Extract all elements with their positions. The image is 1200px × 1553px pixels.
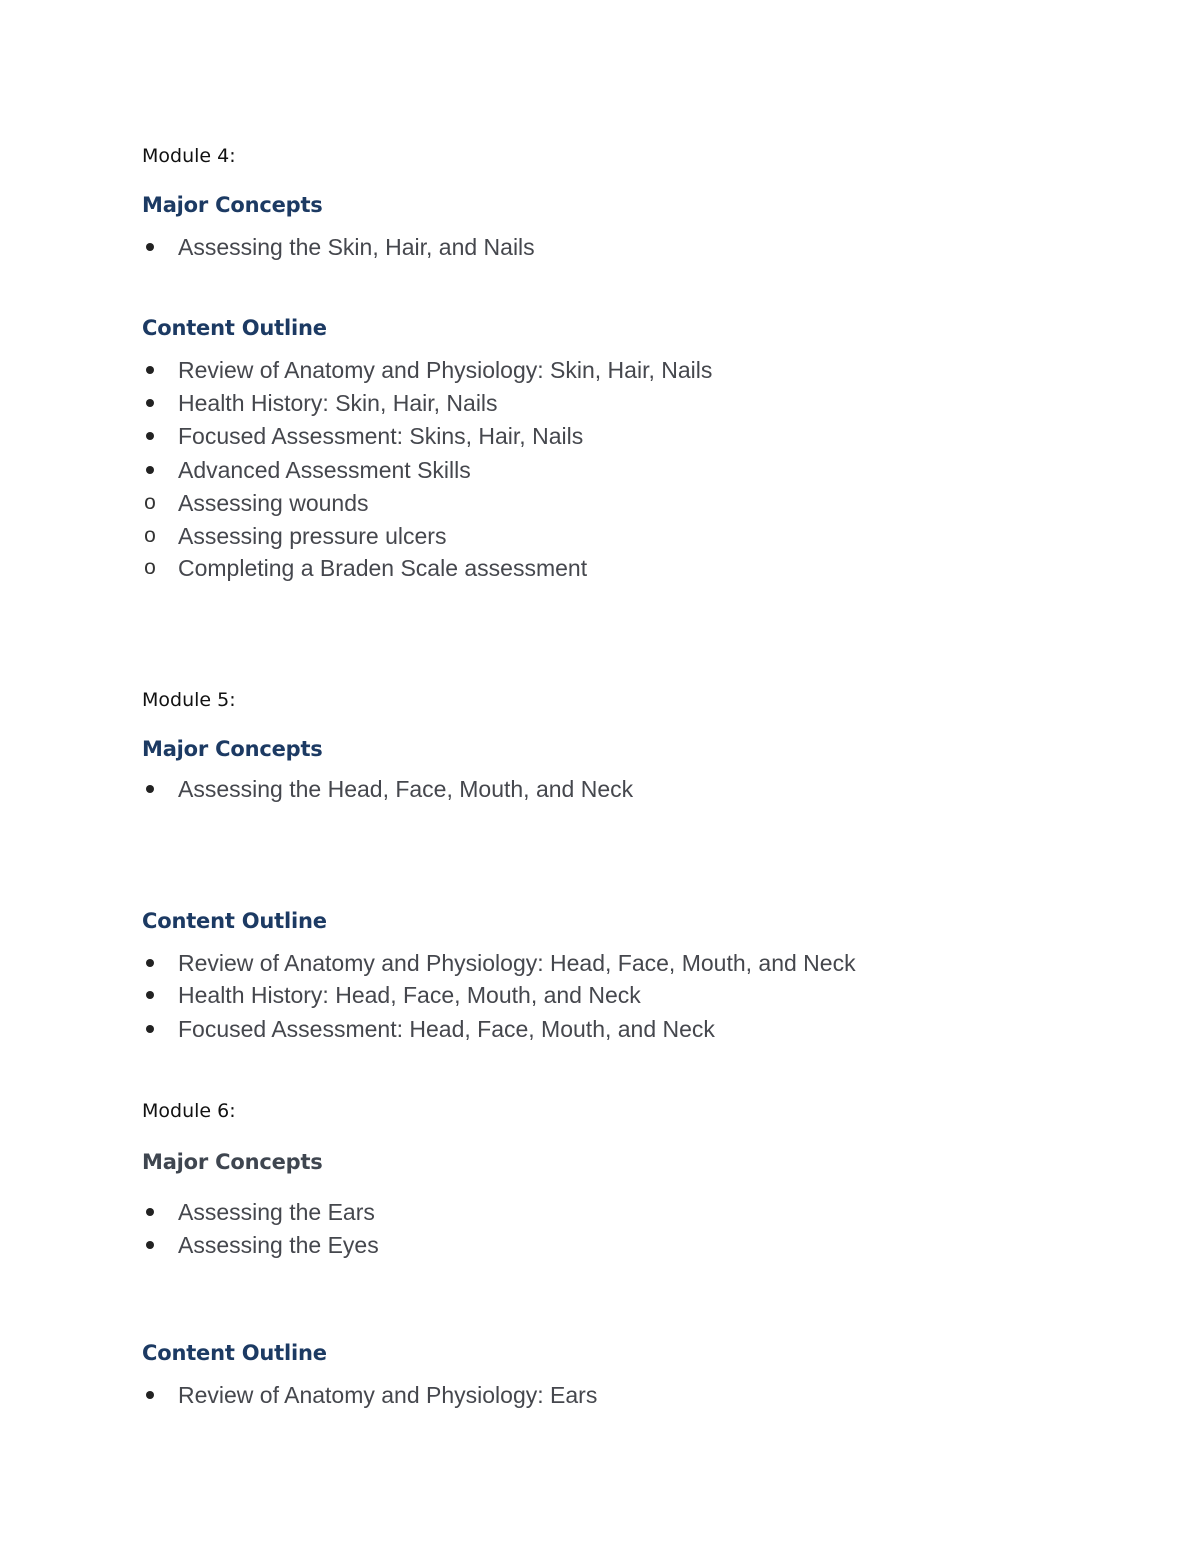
module-5-content-outline-heading: Content Outline [142, 909, 327, 933]
module-6-content-outline-heading: Content Outline [142, 1341, 327, 1365]
module-6-title: Module 6: [142, 1100, 236, 1122]
module-5-title: Module 5: [142, 689, 236, 711]
bullet-circle-icon: o [144, 556, 156, 579]
module-4-content-outline-heading: Content Outline [142, 316, 327, 340]
bullet-circle-icon: o [144, 524, 156, 547]
module-4-major-concepts-heading: Major Concepts [142, 193, 323, 217]
module-5-major-concepts-heading: Major Concepts [142, 737, 323, 761]
document-page: Module 4: Major Concepts Assessing the Skin, Hair, and Nails Content Outline Review of Anatomy and Physiology: Skin, Hair, Nails Health History: Skin, Hair, Nails Focused Assessment: Skins, Hair, Nails Advanced Assessment Skills o Assessing wounds o Assessing pressure ulcers o Completing a Braden Scale assessment Module 5: Major Concepts Assessing the Head, Face, Mouth, and Neck Content Outline Review of Anatomy and Physiology: Head, Face, Mouth, and Neck Health History: Head, Face, Mouth, and Neck Focused Assessment: Head, Face, Mouth, and Neck Module 6: Major Concepts Assessing the Ears Assessing the Eyes Content Outline Review of Anatomy and Physiology: Ears [0, 0, 1200, 1553]
module-6-major-concepts-heading: Major Concepts [142, 1150, 323, 1174]
module-4-title: Module 4: [142, 145, 236, 167]
bullet-circle-icon: o [144, 491, 156, 514]
